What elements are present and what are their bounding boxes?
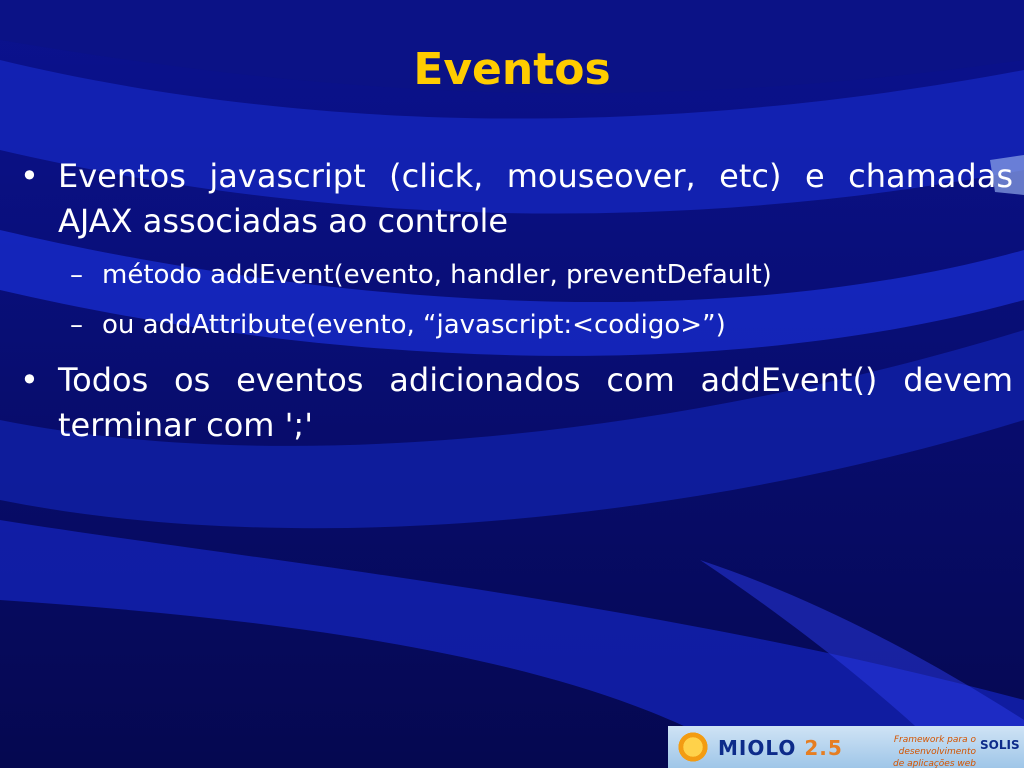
miolo-logo-banner <box>668 726 1024 768</box>
bullet-item <box>20 154 1013 244</box>
logo-name <box>718 736 843 760</box>
solis-logo: SOLIS <box>980 738 1020 752</box>
sub-bullet-dash: – <box>70 310 83 340</box>
bullet-dot: • <box>20 157 39 195</box>
sub-bullet-item <box>70 307 1002 343</box>
sub-bullet-item <box>70 257 1002 293</box>
logo-tagline <box>826 734 976 768</box>
slide-title: Eventos <box>413 44 611 95</box>
sub-bullet-dash: – <box>70 260 83 290</box>
logo-tagline-line1: Framework para o desenvolvimento <box>893 735 976 757</box>
bullet-dot: • <box>20 361 39 399</box>
logo-tagline-line2: de aplicações web <box>893 759 976 768</box>
bullet-text: Eventos javascript (click, mouseover, etc) e chamadas AJAX associadas ao controle <box>58 157 1013 240</box>
bullet-text: Todos os eventos adicionados com addEvent() devem terminar com ';' <box>58 361 1013 444</box>
logo-version: 2.5 <box>804 736 843 760</box>
bullet-item <box>20 358 1013 448</box>
sub-bullet-text: método addEvent(evento, handler, preventDefault) <box>102 260 772 290</box>
logo-name-text: MIOLO <box>718 736 797 760</box>
sub-bullet-text: ou addAttribute(evento, “javascript:<codigo>”) <box>102 310 726 340</box>
sun-gear-icon <box>676 730 710 764</box>
